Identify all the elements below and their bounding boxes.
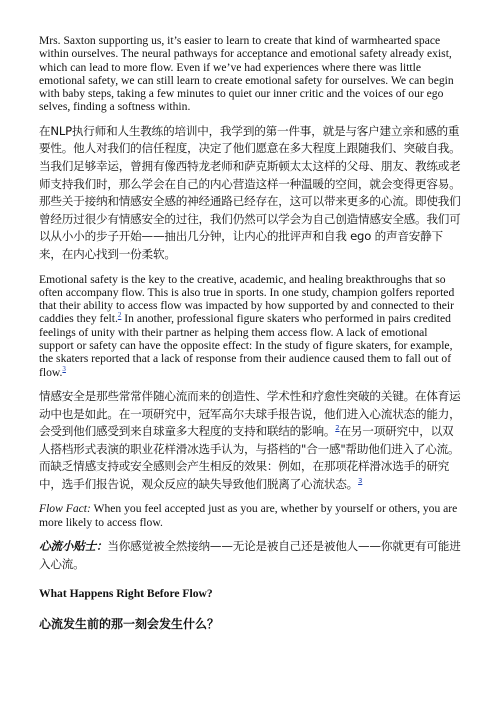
footnote-ref-3[interactable]: 3 bbox=[62, 364, 66, 373]
flow-fact-text-en: When you feel accepted just as you are, whether by yourself or others, you are more likely to access flow. bbox=[39, 502, 458, 529]
section-heading-en: What Happens Right Before Flow? bbox=[39, 587, 213, 601]
flow-fact-en bbox=[39, 502, 462, 529]
flow-fact-label-cn: 心流小贴士： bbox=[39, 539, 108, 554]
flow-fact-text-cn: 当你感觉被全然接纳——无论是被自己还是被他人——你就更有可能进入心流。 bbox=[39, 539, 461, 571]
paragraph-1-cn: 在NLP执行师和人生教练的培训中，我学到的第一件事，就是与客户建立亲和感的重要性。他人对我们的信任程度，决定了他们愿意在多大程度上跟随我们、突破自我。当我们足够幸运，曾拥有像西特龙老师和萨克斯顿太太这样的父母、朋友、教练或老师支持我们时，那么学会在自己的内心营造这样一种温暖的空间，就会变得更容易。那些关于接纳和情感安全感的神经通路已经存在，这可以带来更多的心流。即使我们曾经历过很少有情感安全的过往，我们仍然可以学会为自己创造情感安全感。我们可以从小小的步子开始——抽出几分钟，让内心的批评声和自我 ego 的声音安静下来，在内心找到一份柔软。 bbox=[39, 123, 461, 261]
flow-fact-cn bbox=[39, 538, 462, 573]
paragraph-2-en-part-a: Emotional safety is the key to the creative, academic, and healing breakthroughs that so often accompany flow. This is also true in sports. In one study, champion golfers reported that their ability to access flow was impacted by how supported by and connected to their caddies they felt. bbox=[39, 272, 455, 326]
footnote-ref-2[interactable]: 2 bbox=[117, 311, 122, 320]
paragraph-2-cn-part-a: 情感安全是那些常常伴随心流而来的创造性、学术性和疗愈性突破的关键。在体育运动中也是如此。在一项研究中，冠军高尔夫球手报告说，他们进入心流状态的能力，会受到他们感受到来自球童多大程度的支持和联结的影响。 bbox=[39, 388, 461, 439]
section-heading-cn: 心流发生前的那一刻会发生什么？ bbox=[39, 617, 220, 632]
paragraph-2-en-part-b: In another, professional figure skaters who performed in pairs credited feelings of unity with their partner as helping them access flow. A lack of emotional support or safety can have the opposite effect: In the study of figure skaters, for example, the skaters reported that a lack of response from their audience caused them to fall out of flow. bbox=[39, 312, 453, 379]
paragraph-2-en bbox=[39, 273, 462, 379]
footnote-ref-3-cn[interactable]: 3 bbox=[358, 477, 363, 486]
flow-fact-label-en: Flow Fact: bbox=[39, 502, 91, 516]
paragraph-1-en: Mrs. Saxton supporting us, it’s easier to learn to create that kind of warmhearted space within ourselves. The neural pathways for acceptance and emotional safety already exist, which can lead to more flow. Even if we’ve had experiences where there was little emotional safety, we can still learn to create emotional safety for ourselves. We can begin with baby steps, taking a few minutes to quiet our inner critic and the voices of our ego selves, finding a softness within. bbox=[39, 34, 454, 114]
paragraph-2-cn-part-b: 在另一项研究中，以双人搭档形式表演的职业花样滑冰选手认为，与搭档的"合一感"帮助他们进入了心流。而缺乏情感支持或安全感则会产生相反的效果：例如，在那项花样滑冰选手的研究中，选手们报告说，观众反应的缺失导致他们脱离了心流状态。 bbox=[39, 424, 460, 491]
footnote-ref-2-cn[interactable]: 2 bbox=[335, 424, 340, 433]
paragraph-2-cn bbox=[39, 388, 462, 494]
